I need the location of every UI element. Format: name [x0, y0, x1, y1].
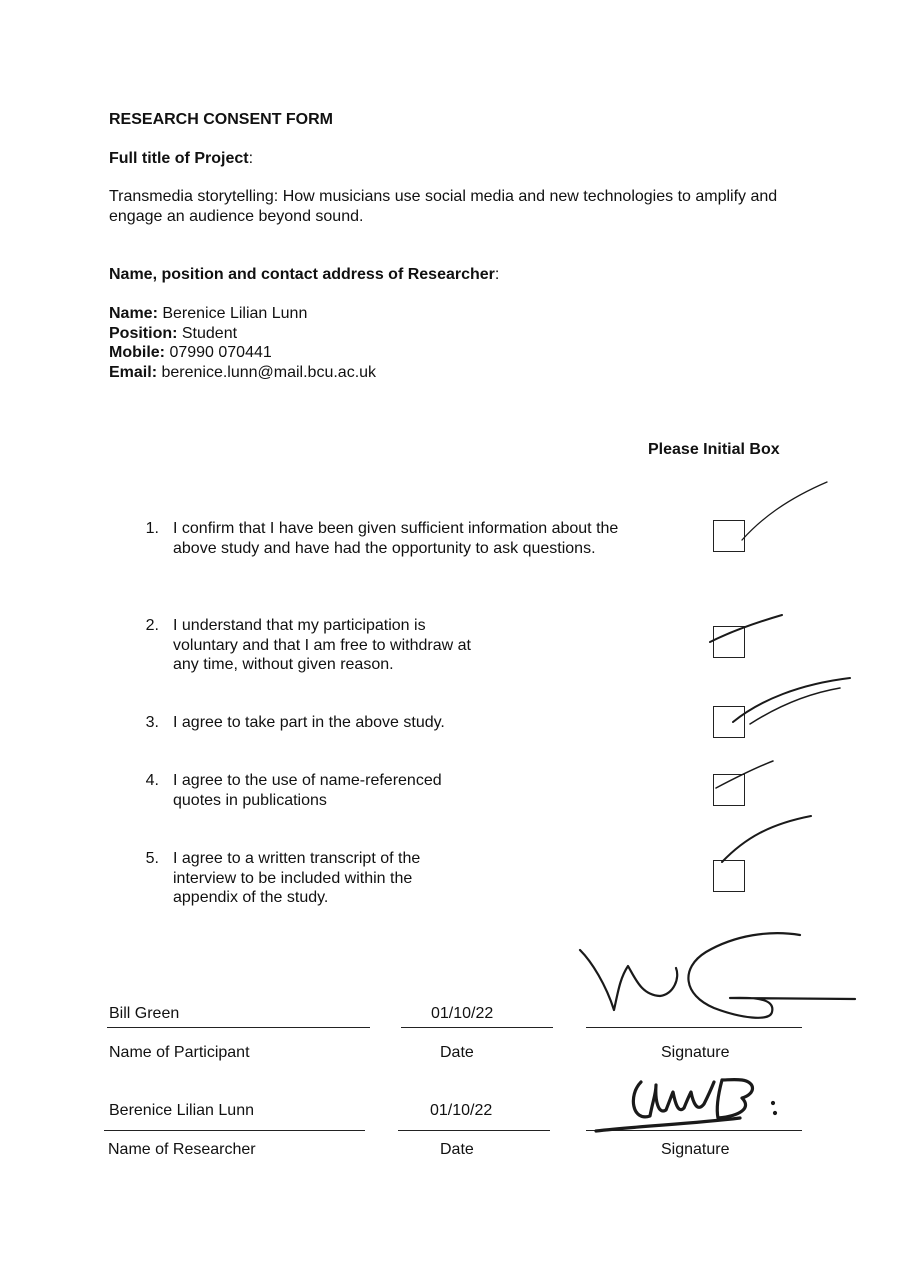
consent-item-3-initial-mark	[733, 678, 850, 724]
consent-item-5-number: 5.	[145, 850, 159, 867]
researcher-date-line	[398, 1130, 550, 1131]
researcher-name-line	[104, 1130, 365, 1131]
researcher-date-caption: Date	[440, 1141, 474, 1158]
contact-email-value: berenice.lunn@mail.bcu.ac.uk	[157, 363, 377, 381]
project-title: Transmedia storytelling: How musicians use social media and new technologies to amplify and engage an audience beyond sound.	[109, 188, 778, 225]
researcher-date: 01/10/22	[430, 1102, 493, 1119]
researcher-name-caption: Name of Researcher	[108, 1141, 256, 1158]
participant-signature-mark	[580, 933, 855, 1018]
contact-position-value: Student	[177, 324, 238, 342]
consent-item-3-number: 3.	[145, 714, 159, 731]
researcher-contact-block	[109, 304, 376, 382]
participant-date: 01/10/22	[431, 1005, 494, 1022]
project-title-label-colon: :	[248, 150, 254, 167]
consent-item-4-text: I agree to the use of name-referenced quotes in publications	[173, 772, 442, 809]
researcher-signature-mark	[596, 1080, 777, 1131]
participant-name: Bill Green	[109, 1005, 180, 1022]
project-title-label-text: Full title of Project	[109, 150, 249, 167]
researcher-name: Berenice Lilian Lunn	[109, 1102, 254, 1119]
contact-position-line	[109, 324, 376, 344]
form-title: RESEARCH CONSENT FORM	[109, 111, 334, 128]
contact-position-label: Position:	[109, 324, 178, 342]
consent-item-1-initial-box[interactable]	[713, 520, 745, 552]
researcher-section-label-text: Name, position and contact address of Researcher	[109, 266, 495, 283]
consent-item-3-text: I agree to take part in the above study.	[173, 714, 445, 731]
consent-item-1-text: I confirm that I have been given sufficient information about the above study and have had the opportunity to ask questions.	[173, 520, 619, 557]
consent-item-1-number: 1.	[145, 520, 159, 537]
contact-name-line	[109, 304, 376, 324]
consent-item-5-initial-mark	[722, 816, 811, 862]
researcher-signature-caption: Signature	[661, 1141, 730, 1158]
participant-date-caption: Date	[440, 1044, 474, 1061]
project-title-label	[109, 149, 253, 169]
initial-box-heading: Please Initial Box	[648, 441, 780, 458]
contact-email-label: Email:	[109, 363, 158, 381]
researcher-section-label-colon: :	[494, 266, 500, 283]
consent-item-2-text: I understand that my participation is voluntary and that I am free to withdraw at any time, without given reason.	[173, 617, 471, 673]
consent-item-5-text: I agree to a written transcript of the interview to be included within the appendix of the study.	[173, 850, 421, 906]
consent-item-1-initial-mark	[742, 482, 827, 540]
contact-name-label: Name:	[109, 305, 158, 322]
contact-mobile-label: Mobile:	[109, 344, 165, 361]
contact-mobile-line	[109, 343, 376, 363]
participant-name-caption: Name of Participant	[109, 1044, 250, 1061]
researcher-section-label	[109, 265, 499, 285]
participant-signature-caption: Signature	[661, 1044, 730, 1061]
contact-mobile-value: 07990 070441	[165, 344, 272, 361]
researcher-signature-line	[586, 1130, 802, 1131]
contact-name-value: Berenice Lilian Lunn	[157, 305, 308, 322]
consent-item-2-initial-box[interactable]	[713, 626, 745, 658]
participant-date-line	[401, 1027, 553, 1028]
consent-item-4-initial-box[interactable]	[713, 774, 745, 806]
participant-name-line	[107, 1027, 370, 1028]
consent-item-5-initial-box[interactable]	[713, 860, 745, 892]
consent-item-2-number: 2.	[145, 617, 159, 634]
consent-item-3-initial-box[interactable]	[713, 706, 745, 738]
consent-item-4-number: 4.	[145, 772, 159, 789]
participant-signature-line	[586, 1027, 802, 1028]
contact-email-line	[109, 363, 376, 383]
